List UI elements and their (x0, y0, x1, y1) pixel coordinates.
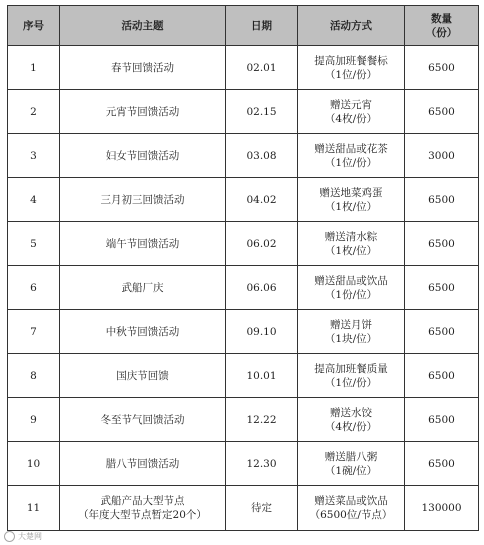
cell-method-line: （1枚/位） (324, 200, 378, 213)
cell-date: 12.22 (226, 398, 298, 442)
cell-quantity: 6500 (405, 178, 479, 222)
cell-date: 02.15 (226, 90, 298, 134)
cell-method (298, 398, 405, 442)
cell-method-line: （1位/份） (324, 68, 378, 81)
cell-quantity: 6500 (405, 90, 479, 134)
watermark-logo-icon (4, 531, 15, 542)
header-row (8, 6, 479, 46)
table-row (8, 442, 479, 486)
cell-date: 06.02 (226, 222, 298, 266)
table-row (8, 178, 479, 222)
cell-method-line: 提高加班餐餐标 (314, 54, 388, 67)
watermark-text: 大楚网 (18, 532, 42, 541)
cell-no: 5 (8, 222, 60, 266)
cell-quantity: 6500 (405, 46, 479, 90)
cell-no: 8 (8, 354, 60, 398)
cell-method (298, 222, 405, 266)
table-row (8, 134, 479, 178)
cell-method-line: 赠送元宵 (330, 98, 372, 111)
cell-no: 9 (8, 398, 60, 442)
table-row (8, 90, 479, 134)
cell-quantity: 6500 (405, 354, 479, 398)
cell-quantity: 6500 (405, 266, 479, 310)
cell-date: 09.10 (226, 310, 298, 354)
cell-theme: 国庆节回馈 (60, 354, 226, 398)
cell-method-line: （1位/份） (324, 156, 378, 169)
cell-theme-line: 武船产品大型节点 (100, 495, 185, 507)
cell-quantity: 6500 (405, 310, 479, 354)
cell-method-line: （1份/位） (324, 288, 378, 301)
cell-method-line: （1枚/位） (324, 244, 378, 257)
cell-no: 11 (8, 486, 60, 531)
cell-quantity: 130000 (405, 486, 479, 531)
cell-date: 待定 (226, 486, 298, 531)
header-cell-theme: 活动主题 (60, 6, 226, 46)
table-row (8, 354, 479, 398)
table-row (8, 266, 479, 310)
cell-method-line: （6500位/节点） (309, 509, 393, 521)
cell-date: 03.08 (226, 134, 298, 178)
cell-quantity: 6500 (405, 442, 479, 486)
cell-method-line: （1碗/位） (324, 464, 378, 477)
header-quantity-line: 数量 (431, 12, 452, 25)
cell-theme (60, 486, 226, 531)
header-cell-quantity (405, 6, 479, 46)
table-row (8, 46, 479, 90)
cell-theme: 妇女节回馈活动 (60, 134, 226, 178)
cell-quantity: 6500 (405, 222, 479, 266)
cell-method (298, 134, 405, 178)
cell-method (298, 310, 405, 354)
cell-method-line: 赠送甜品或饮品 (314, 274, 388, 287)
cell-date: 10.01 (226, 354, 298, 398)
cell-method-line: 赠送腊八粥 (324, 450, 378, 463)
cell-method (298, 178, 405, 222)
cell-method-line: 赠送菜品或饮品 (314, 495, 388, 507)
cell-no: 6 (8, 266, 60, 310)
cell-no: 4 (8, 178, 60, 222)
cell-method-line: 赠送水饺 (330, 406, 372, 419)
cell-quantity: 3000 (405, 134, 479, 178)
cell-no: 2 (8, 90, 60, 134)
cell-method (298, 90, 405, 134)
cell-theme: 三月初三回馈活动 (60, 178, 226, 222)
cell-theme: 元宵节回馈活动 (60, 90, 226, 134)
cell-method (298, 266, 405, 310)
cell-date: 04.02 (226, 178, 298, 222)
cell-no: 7 (8, 310, 60, 354)
cell-quantity: 6500 (405, 398, 479, 442)
activity-table (7, 5, 479, 531)
cell-no: 10 (8, 442, 60, 486)
cell-date: 12.30 (226, 442, 298, 486)
cell-date: 02.01 (226, 46, 298, 90)
cell-method (298, 354, 405, 398)
cell-theme: 冬至节气回馈活动 (60, 398, 226, 442)
watermark (4, 531, 42, 542)
table-row (8, 222, 479, 266)
cell-method-line: 赠送甜品或花茶 (314, 142, 388, 155)
cell-method (298, 46, 405, 90)
cell-method-line: 赠送清水粽 (324, 230, 378, 243)
table-row (8, 398, 479, 442)
cell-method (298, 486, 405, 531)
cell-theme-line: （年度大型节点暂定20个） (78, 509, 207, 521)
cell-method-line: （4枚/份） (324, 112, 378, 125)
cell-no: 3 (8, 134, 60, 178)
cell-date: 06.06 (226, 266, 298, 310)
cell-no: 1 (8, 46, 60, 90)
cell-method-line: 赠送月饼 (330, 318, 372, 331)
cell-theme: 腊八节回馈活动 (60, 442, 226, 486)
cell-method-line: 提高加班餐质量 (314, 362, 388, 375)
cell-theme: 武船厂庆 (60, 266, 226, 310)
cell-method-line: 赠送地菜鸡蛋 (319, 186, 383, 199)
table-row (8, 310, 479, 354)
header-quantity-line: （份） (425, 26, 458, 39)
cell-method (298, 442, 405, 486)
cell-method-line: （4枚/份） (324, 420, 378, 433)
cell-method-line: （1块/位） (324, 332, 378, 345)
table-row (8, 486, 479, 531)
header-cell-date: 日期 (226, 6, 298, 46)
cell-theme: 端午节回馈活动 (60, 222, 226, 266)
cell-theme: 中秋节回馈活动 (60, 310, 226, 354)
header-cell-method: 活动方式 (298, 6, 405, 46)
cell-theme: 春节回馈活动 (60, 46, 226, 90)
header-cell-no: 序号 (8, 6, 60, 46)
cell-method-line: （1位/份） (324, 376, 378, 389)
